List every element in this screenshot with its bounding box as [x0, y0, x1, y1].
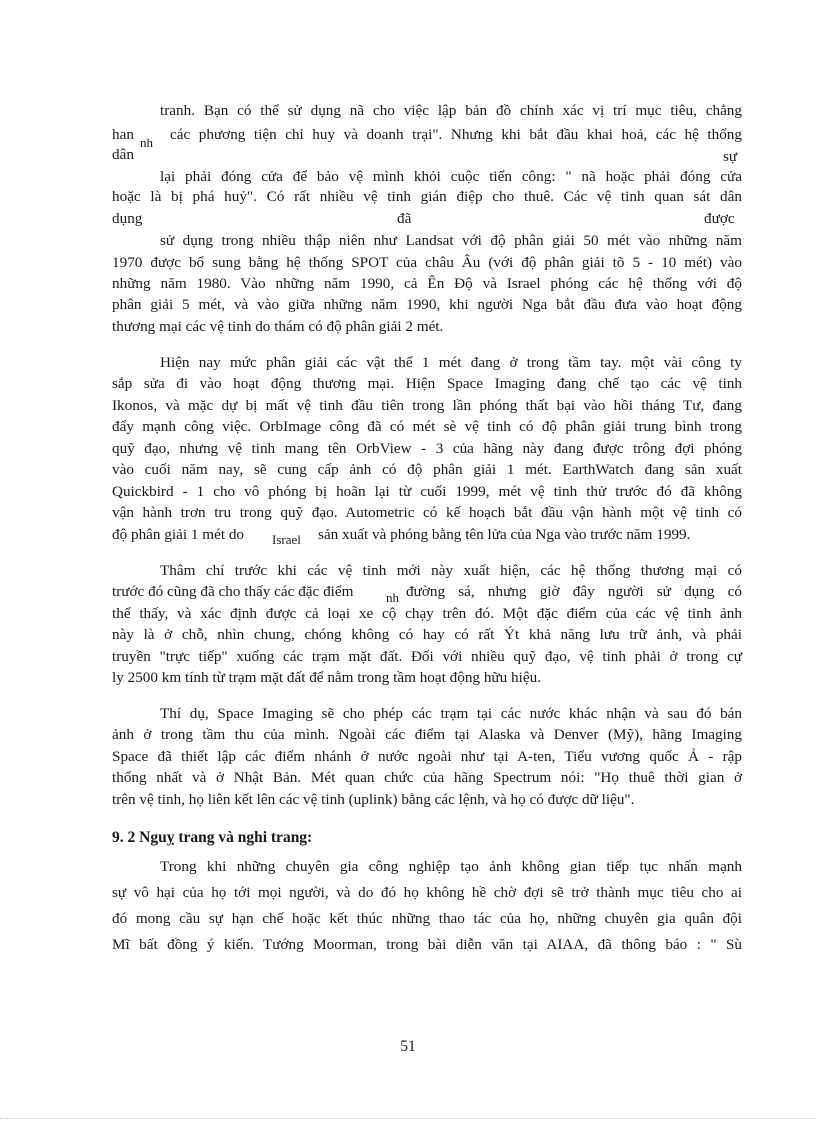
text-line: các phương tiện chỉ huy và doanh trại". Nhưng khi bắt đầu khai hoả, các hệ thống [170, 126, 742, 143]
subscript-fragment: nh [386, 590, 399, 605]
text-line: những năm 1980. Vào những năm 1990, cả Ên Độ và Israel phóng các hệ thống với độ [112, 275, 742, 292]
text-fragment: sự [723, 148, 738, 165]
page-bottom-divider [0, 1118, 816, 1119]
text-line: Quickbird - 1 cho vô phóng bị hoãn lại từ cuối 1999, mét vệ tinh thử trước đó đã không [112, 483, 742, 500]
text-line: lại phải đóng cửa để bảo vệ mình khỏi cuộc tiến công: " nã hoặc phải đóng cửa [160, 168, 742, 185]
text-line: vào cuối năm nay, sẽ cung cấp ảnh có độ phân giải 1 mét. EarthWatch đang sản xuất [112, 461, 742, 478]
text-line: Mĩ bất đồng ý kiến. Tướng Moorman, trong bài diễn văn tại AIAA, đã thông báo : " Sù [112, 936, 742, 953]
text-line: quỹ đạo, nhưng vệ tinh mang tên OrbView - 3 của hãng này đang được trông đợi phóng [112, 440, 742, 457]
text-fragment: dân [112, 146, 134, 163]
text-fragment: trước đó cũng đã cho thấy các đặc điểm [112, 583, 354, 600]
text-line: truyền "trực tiếp" xuống các trạm mặt đất. Đối với nhiều quỹ đạo, vệ tinh phải ở trong cự [112, 648, 742, 665]
text-line: ảnh ở trong tầm thu của mình. Ngoài các điểm tại Alaska và Denver (Mỹ), hãng Imaging [112, 726, 742, 743]
text-line: sự vô hại của họ tới mọi người, và do đó họ không hề chờ đợi sẽ trở thành mục tiêu cho ai [112, 884, 742, 901]
text-fragment: sản xuất và phóng bằng tên lửa của Nga vào trước năm 1999. [318, 526, 691, 543]
text-line: này là ở chỗ, nhìn chung, chóng không có hay có rất Ýt khả năng lưu trữ ảnh, và phải [112, 626, 742, 643]
subscript-fragment: Israel [272, 532, 301, 547]
text-line: thương mại các vệ tinh do thám có độ phân giải 2 mét. [112, 318, 444, 335]
text-line: đường sá, nhưng giờ đây người sử dụng có [406, 583, 742, 600]
text-line: phân giải 5 mét, và vào giữa những năm 1990, khi người Nga bắt đầu đưa vào hoạt động [112, 296, 742, 313]
text-fragment: han [112, 126, 134, 143]
text-fragment: dụng [112, 210, 143, 227]
text-line: thể thấy, và xác định được cả loại xe cộ chạy trên đó. Một đặc điểm của các vệ tinh ảnh [112, 605, 742, 622]
section-heading: 9. 2 Nguỵ trang và nghi trang: [112, 829, 313, 846]
text-line: Hiện nay mức phân giải các vật thể 1 mét đang ở trong tầm tay. một vài công ty [160, 354, 742, 371]
text-line: 1970 được bổ sung bằng hệ thống SPOT của châu Âu (với độ phân giải tõ 5 - 10 mét) vào [112, 254, 742, 271]
text-line: đẩy mạnh công việc. OrbImage công đã có mét sè vệ tinh có độ phân giải trung bình trong [112, 418, 742, 435]
text-line: Ikonos, và mặc dự bị mất vệ tinh đầu tiên trong lần phóng thất bại vào hồi tháng Tư, đang [112, 397, 742, 414]
text-line: ly 2500 km tính từ trạm mặt đất để nằm trong tầm hoạt động hữu hiệu. [112, 669, 541, 686]
text-line: tranh. Bạn có thể sử dụng nã cho việc lập bản đồ chính xác vị trí mục tiêu, chẳng [160, 102, 742, 119]
text-line: đó mong cầu sự hạn chế hoặc kết thúc những thao tác của họ, những chuyên gia quân đội [112, 910, 742, 927]
text-line: sắp sửa đi vào hoạt động thương mại. Hiện Space Imaging đang chế tạo các vệ tinh [112, 375, 742, 392]
subscript-fragment: nh [140, 135, 153, 150]
text-line: Thâm chí trước khi các vệ tinh mới này xuất hiện, các hệ thống thương mại có [160, 562, 742, 579]
text-line: thống nhất và ở Nhật Bản. Mét quan chức của hãng Spectrum nói: "Họ thuê thời gian ở [112, 769, 742, 786]
text-line: sử dụng trong nhiều thập niên như Landsat với độ phân giải 50 mét vào những năm [160, 232, 742, 249]
text-line: Trong khi những chuyên gia công nghiệp tạo ảnh không gian tiếp tục nhấn mạnh [160, 858, 742, 875]
text-fragment: được [704, 210, 735, 227]
text-line: Thí dụ, Space Imaging sẽ cho phép các trạm tại các nước khác nhận và sau đó bán [160, 705, 742, 722]
text-line: hoặc là bị phá huỷ". Có rất nhiều vệ tinh gián điệp cho thuê. Các vệ tinh quan sát dân [112, 188, 742, 205]
page-number: 51 [400, 1038, 416, 1055]
text-fragment: độ phân giải 1 mét do [112, 526, 245, 543]
text-line: Space đã thiết lập các điểm nhánh ở nước ngoài như tại A-ten, Tiểu vương quốc Ả - rập [112, 748, 742, 765]
text-line: trên vệ tinh, họ liên kết lên các vệ tinh (uplink) bằng các lệnh, và họ có được dữ liệu". [112, 791, 635, 808]
text-line: vận hành trơn tru trong quỹ đạo. Autometric có kế hoạch bắt đầu vận hành một vệ tinh có [112, 504, 742, 521]
text-fragment: đã [397, 210, 412, 227]
